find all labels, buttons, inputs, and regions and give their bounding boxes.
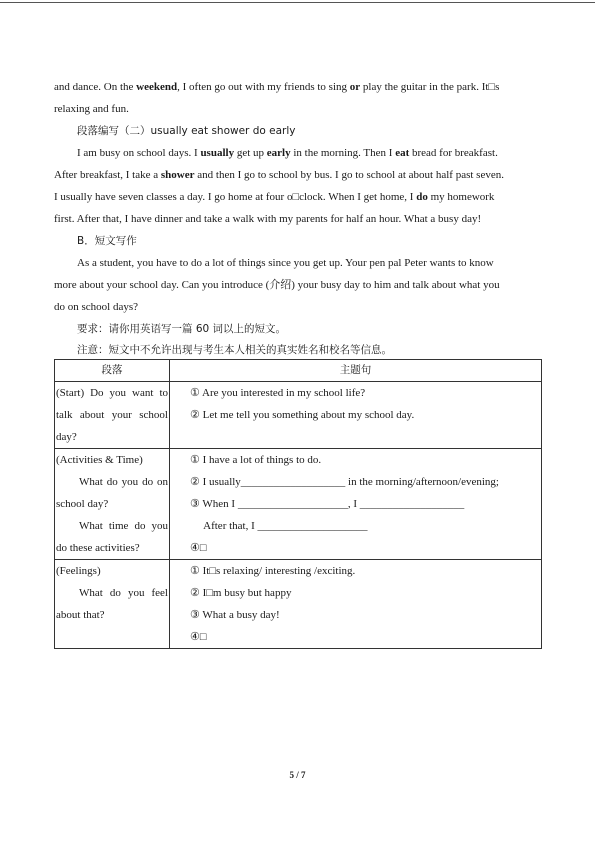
paragraph-3-line-2: more about your school day. Can you introduce (介绍) your busy day to him and talk about what you — [54, 279, 500, 291]
row-feelings-sentences: ① It□s relaxing/ interesting /exciting. ② I□m busy but happy ③ What a busy day! ④□ — [170, 560, 542, 649]
top-rule — [0, 2, 595, 3]
paragraph-2-line-4: first. After that, I have dinner and take a walk with my parents for half an hour. What a busy day! — [54, 213, 482, 225]
outline-table — [54, 359, 542, 649]
row-activities-sentences: ① I have a lot of things to do. ② I usually___________________ in the morning/afternoon/evening; ③ When I ____________________, I ___________________ After that, I ____________________ ④□ — [170, 449, 542, 560]
section-b-heading: B．短文写作 — [77, 235, 137, 247]
row-start-sentences: ① Are you interested in my school life? ② Let me tell you something about my school day. — [170, 382, 542, 449]
row-feelings-prompt: (Feelings) What do you feel about that? — [55, 560, 170, 649]
table-row — [55, 449, 542, 560]
row-start-prompt: (Start) Do you want to talk about your school day? — [55, 382, 170, 449]
paragraph-3-line-1: As a student, you have to do a lot of things since you get up. Your pen pal Peter wants to know — [77, 257, 494, 269]
section-heading-paragraph-writing: 段落编写（二）usually eat shower do early — [77, 125, 296, 137]
paragraph-1-line-2: relaxing and fun. — [54, 103, 129, 115]
paragraph-1-line-1: and dance. On the weekend, I often go out with my friends to sing or play the guitar in the park. It□s — [54, 81, 500, 93]
paragraph-2-line-2: After breakfast, I take a shower and then I go to school by bus. I go to school at about half past seven. — [54, 169, 504, 181]
table-header-row — [55, 360, 542, 382]
paragraph-2-line-1: I am busy on school days. I usually get up early in the morning. Then I eat bread for breakfast. — [77, 147, 498, 159]
page-number: 5 / 7 — [289, 770, 306, 780]
paragraph-3-line-3: do on school days? — [54, 301, 139, 313]
header-topic-sentence: 主题句 — [170, 360, 542, 382]
requirement-text: 要求：请你用英语写一篇 60 词以上的短文。 — [77, 323, 287, 335]
paragraph-2-line-3: I usually have seven classes a day. I go home at four o□clock. When I get home, I do my homework — [54, 191, 495, 203]
note-text: 注意：短文中不允许出现与考生本人相关的真实姓名和校名等信息。 — [77, 344, 392, 356]
header-paragraph: 段落 — [55, 360, 170, 382]
table-row — [55, 560, 542, 649]
row-activities-prompt: (Activities & Time) What do you do on school day? What time do you do these activities? — [55, 449, 170, 560]
table-row — [55, 382, 542, 449]
